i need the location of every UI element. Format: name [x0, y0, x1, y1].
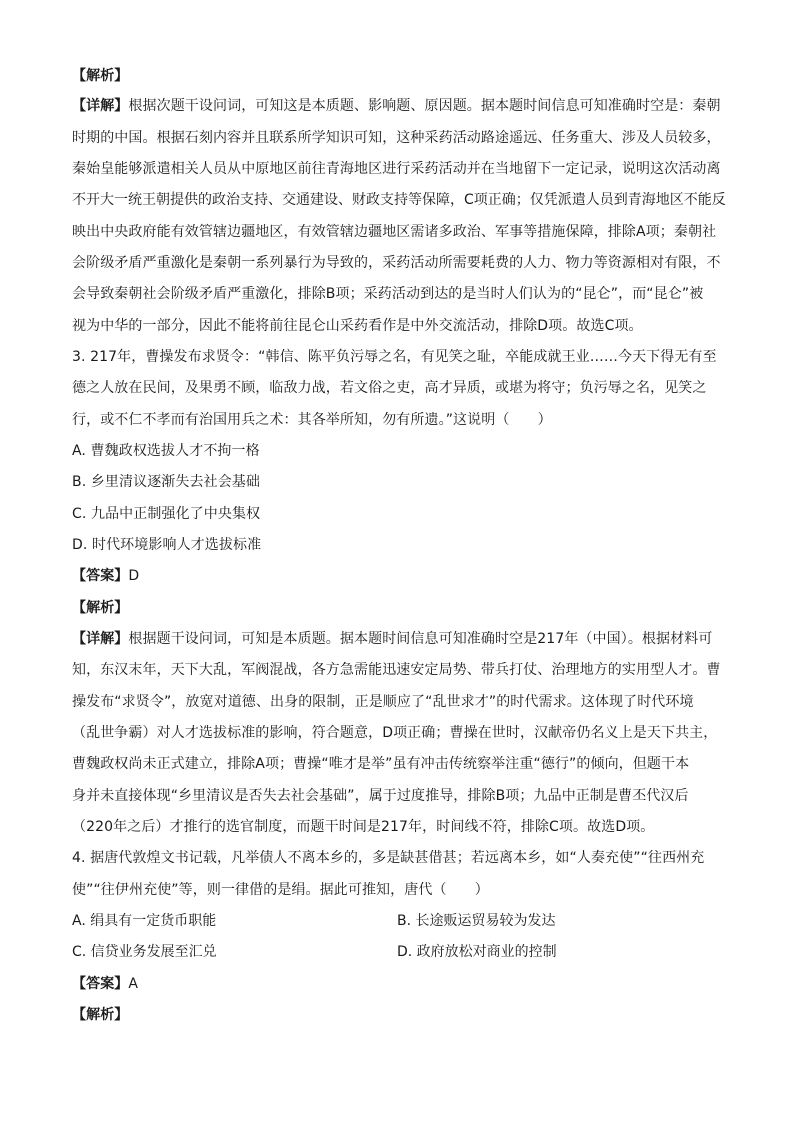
- q4-option-c: C. 信贷业务发展至汇兑: [72, 944, 217, 960]
- q4-option-d: D. 政府放松对商业的控制: [397, 944, 557, 960]
- q3-analysis-tag: 【解析】: [72, 600, 129, 616]
- q3-option-c: C. 九品中正制强化了中央集权: [72, 506, 261, 522]
- q3-answer: [72, 566, 139, 586]
- q2-detail-line-7: 会导致秦朝社会阶级矛盾严重激化，排除B项；采药活动到达的是当时人们认为的“昆仑”，而“昆仑”被: [72, 286, 704, 302]
- q4-option-b: B. 长途贩运贸易较为发达: [397, 913, 556, 929]
- q3-detail-line-4: （乱世争霸）对人才选拔标准的影响，符合题意，D项正确；曹操在世时，汉献帝仍名义上是天下共主，: [72, 725, 718, 741]
- q3-detail-line-6: 身并未直接体现“乡里清议是否失去社会基础”，属于过度推导，排除B项；九品中正制是曹丕代汉后: [72, 788, 689, 804]
- q2-detail-line-4: 不开大一统王朝提供的政治支持、交通建设、财政支持等保障，C项正确；仅凭派遣人员到青海地区不能反: [72, 192, 726, 208]
- q2-detail-tag: 【详解】: [72, 98, 129, 114]
- q3-option-b: B. 乡里清议逐渐失去社会基础: [72, 474, 261, 490]
- q4-answer: [72, 974, 138, 994]
- q3-answer-value: D: [128, 568, 140, 584]
- q2-detail-line-2: 时期的中国。根据石刻内容并且联系所学知识可知，这种采药活动路途遥远、任务重大、涉及人员较多，: [72, 130, 721, 146]
- q4-stem-line-1: 4. 据唐代敦煌文书记载，凡举债人不离本乡的，多是缺甚借甚；若远离本乡，如“人奏充使”“往西州充: [72, 850, 705, 866]
- q3-detail-tag: 【详解】: [72, 631, 129, 647]
- q3-detail-line-5: 曹魏政权尚未正式建立，排除A项；曹操“唯才是举”虽有冲击传统察举注重“德行”的倾向，但题干本: [72, 756, 690, 772]
- q3-option-a: A. 曹魏政权选拔人才不拘一格: [72, 443, 260, 459]
- q2-detail-line-5: 映出中央政府能有效管辖边疆地区，有效管辖边疆地区需诸多政治、军事等措施保障，排除A项；秦朝社: [72, 224, 717, 240]
- q4-option-a: A. 绢具有一定货币职能: [72, 913, 217, 929]
- q3-option-d: D. 时代环境影响人才选拔标准: [72, 537, 262, 553]
- q3-stem-line-1: 3. 217年，曹操发布求贤令：“韩信、陈平负污辱之名，有见笑之耻，卒能成就王业……今天下得无有至: [72, 349, 717, 365]
- q3-detail-line-1: [72, 629, 712, 649]
- q2-analysis-tag: 【解析】: [72, 68, 129, 84]
- q4-answer-value: A: [128, 976, 139, 992]
- q3-stem-line-2: 德之人放在民间，及果勇不顾，临敌力战，若文俗之吏，高才异质，或堪为将守；负污辱之名，见笑之: [72, 380, 707, 396]
- q3-detail-text: 根据题干设问词，可知是本质题。据本题时间信息可知准确时空是217年（中国）。根据材料可: [128, 631, 713, 647]
- q4-stem-line-2: 使”“往伊州充使”等，则一律借的是绢。据此可推知，唐代（ ）: [72, 882, 489, 898]
- q2-detail-line-3: 秦始皇能够派遣相关人员从中原地区前往青海地区进行采药活动并在当地留下一定记录，说明这次活动离: [72, 161, 721, 177]
- q2-detail-text: 根据次题干设问词，可知这是本质题、影响题、原因题。据本题时间信息可知准确时空是：秦朝: [128, 98, 721, 114]
- q3-stem-line-3: 行，或不仁不孝而有治国用兵之术：其各举所知，勿有所遗。”这说明（ ）: [72, 412, 552, 428]
- q2-detail-line-6: 会阶级矛盾严重激化是秦朝一系列暴行为导致的，采药活动所需要耗费的人力、物力等资源相对有限，不: [72, 255, 721, 271]
- q4-analysis-tag: 【解析】: [72, 1007, 129, 1023]
- q3-answer-tag: 【答案】: [72, 568, 129, 584]
- q4-answer-tag: 【答案】: [72, 976, 129, 992]
- q3-detail-line-3: 操发布“求贤令”，放宽对道德、出身的限制，正是顺应了“乱世求才”的时代需求。这体现了时代环境: [72, 694, 694, 710]
- q2-detail-line-8: 视为中华的一部分，因此不能将前往昆仑山采药看作是中外交流活动，排除D项。故选C项。: [72, 318, 643, 334]
- q3-detail-line-7: （220年之后）才推行的选官制度，而题干时间是217年，时间线不符，排除C项。故选D项。: [72, 819, 655, 835]
- q3-detail-line-2: 知，东汉末年，天下大乱，军阀混战，各方急需能迅速安定局势、带兵打仗、治理地方的实用型人才。曹: [72, 662, 721, 678]
- q2-detail-line-1: [72, 96, 721, 116]
